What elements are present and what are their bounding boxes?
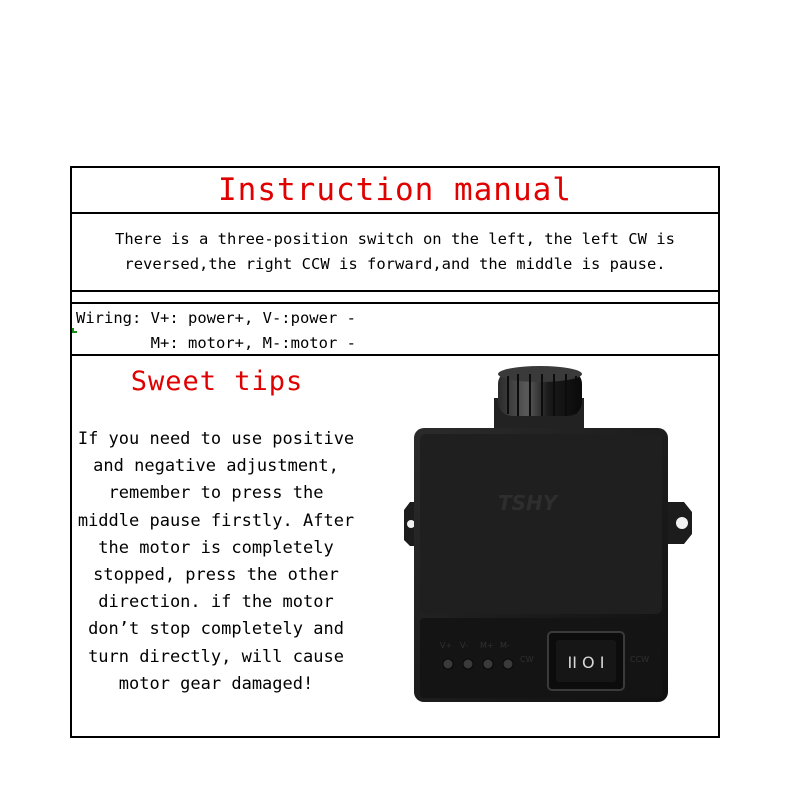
svg-text:II O I: II O I: [567, 653, 605, 672]
description-row: [72, 214, 718, 292]
svg-text:M-: M-: [500, 641, 510, 650]
instruction-manual-frame: [70, 166, 720, 738]
description-text: There is a three-position switch on the left, the left CW is reversed,the right CCW is forward,and the middle is pause.: [115, 230, 675, 273]
page-title: Instruction manual: [218, 172, 572, 208]
svg-text:M+: M+: [480, 641, 494, 650]
knob-icon: [494, 366, 584, 434]
wiring-line-motor: M+: motor+, M-:motor -: [76, 334, 356, 352]
corner-mark-icon: [72, 328, 77, 333]
spacer-row: [72, 292, 718, 304]
svg-text:V+: V+: [440, 641, 453, 650]
rocker-switch-icon: [548, 632, 624, 690]
speed-controller-photo: [402, 362, 702, 707]
sweet-tips-text: If you need to use positive and negative adjustment, remember to press the middle pause firstly. After the motor is completely stopped, press the other direction. if the motor don’t stop completely and turn directly, will cause motor gear damaged!: [77, 429, 355, 694]
wiring-line-power: Wiring: V+: power+, V-:power -: [76, 309, 356, 327]
cw-label: CW: [520, 655, 534, 664]
svg-text:V-: V-: [460, 641, 468, 650]
title-row: [72, 168, 718, 214]
brand-logo-icon: TSHY: [498, 491, 558, 515]
sweet-tips-heading: Sweet tips: [130, 366, 304, 397]
mounting-ear-right-icon: [664, 502, 692, 544]
wiring-row: [72, 304, 718, 356]
ccw-label: CCW: [630, 655, 650, 664]
